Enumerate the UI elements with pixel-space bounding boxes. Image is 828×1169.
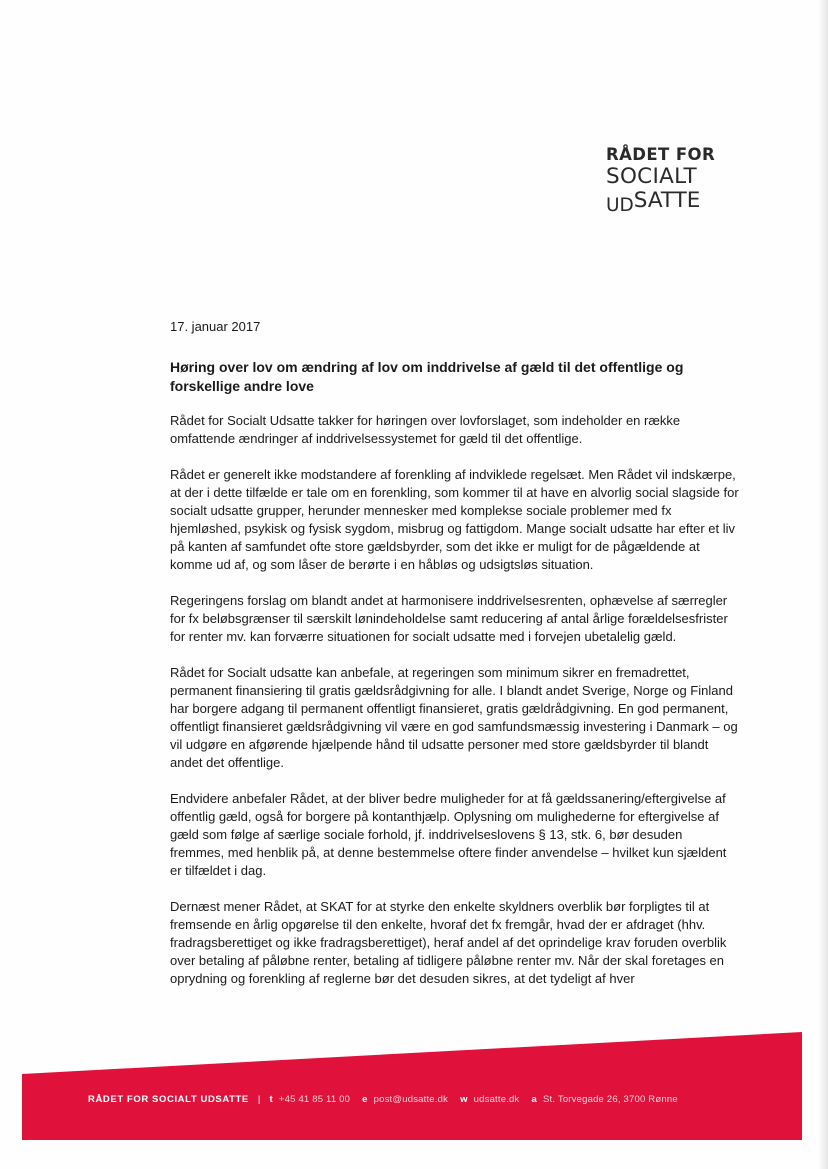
letter-body — [170, 318, 740, 1006]
paragraph-4: Rådet for Socialt udsatte kan anbefale, at regeringen som minimum sikrer en fremadrettet, permanent finansiering til gratis gældsrådgivning for alle. I blandt andet Sverige, Norge og Finland har borgere adgang til permanent offentligt finansieret, gratis gældrådgivning. En god permanent, offentligt finansieret gældsrådgivning vil være en god samfundsmæssig investering i Danmark – og vil udgøre en afgørende hjælpende hånd til udsatte personer med store gældsbyrder til blandt andet det offentlige. — [170, 665, 738, 770]
paragraph-2: Rådet er generelt ikke modstandere af forenkling af indviklede regelsæt. Men Rådet vil indskærpe, at der i dette tilfælde er tale om en forenkling, som kommer til at have en alvorlig social slagside for socialt udsatte grupper, herunder mennesker med komplekse sociale problemer med fx hjemløshed, psykisk og fysisk sygdom, misbrug og fattigdom. Mange socialt udsatte har efter et liv på kanten af samfundet ofte store gældsbyrder, som det ikke er muligt for de pågældende at komme ud af, og som låser de berørte i en håbløs og udsigtsløs situation. — [170, 467, 739, 572]
paragraph-3: Regeringens forslag om blandt andet at harmonisere inddrivelsesrenten, ophævelse af særregler for fx beløbsgrænser til særskilt lønindeholdelse samt reducering af antal årlige forældelsesfrister for renter mv. kan forværre situationen for socialt udsatte med i forvejen ubetalelig gæld. — [170, 593, 728, 644]
page-edge-shadow — [818, 0, 828, 1169]
footer-contact-line — [88, 1094, 690, 1105]
paragraph-1: Rådet for Socialt Udsatte takker for høringen over lovforslaget, som indeholder en række omfattende ændringer af inddrivelsessystemet for gæld til det offentlige. — [170, 413, 681, 446]
logo-line-2: SOCIALT — [606, 164, 697, 189]
footer-phone[interactable]: +45 41 85 11 00 — [278, 1094, 351, 1105]
address-label: a — [531, 1094, 537, 1105]
letter-date: 17. januar 2017 — [170, 319, 261, 334]
footer-address: St. Torvegade 26, 3700 Rønne — [542, 1094, 678, 1105]
web-label: w — [460, 1094, 468, 1105]
paragraph-6: Dernæst mener Rådet, at SKAT for at styrke den enkelte skyldners overblik bør forpligtes til at fremsende en årlig opgørelse til den enkelte, hvoraf det fx fremgår, hvad der er afdraget (hhv. fradragsberettiget og ikke fradragsberettiget), heraf andel af det oprindelige krav foruden overblik over betaling af påløbne renter, betaling af tidligere påløbne renter mv. Når der skal foretages en oprydning og forenkling af reglerne bør det desuden sikres, at det tydeligt af hver — [170, 899, 727, 986]
footer-org-name: RÅDET FOR SOCIALT UDSATTE — [88, 1094, 249, 1105]
logo-ud: UD — [606, 195, 634, 216]
letter-heading: Høring over lov om ændring af lov om inddrivelse af gæld til det offentlige og forskellige andre love — [170, 359, 684, 394]
phone-label: t — [269, 1094, 273, 1105]
paragraph-5: Endvidere anbefaler Rådet, at der bliver bedre muligheder for at få gældssanering/eftergivelse af offentlig gæld, også for borgere på kontanthjælp. Oplysning om mulighederne for eftergivelse af gæld som følge af særlige sociale forhold, jf. inddrivelseslovens § 13, stk. 6, bør desuden fremmes, med henblik på, at denne bestemmelse oftere finder anvendelse – hvilket kun sjældent er tilfældet i dag. — [170, 791, 727, 878]
logo-line-3 — [606, 188, 715, 215]
logo-line-1: RÅDET FOR — [606, 145, 716, 164]
footer-website[interactable]: udsatte.dk — [473, 1094, 520, 1105]
footer-email[interactable]: post@udsatte.dk — [373, 1094, 449, 1105]
organization-logo — [606, 146, 715, 215]
footer-red-band — [22, 1032, 802, 1140]
logo-satte: SATTE — [633, 188, 701, 213]
email-label: e — [362, 1094, 368, 1105]
footer-separator: | — [257, 1094, 261, 1105]
